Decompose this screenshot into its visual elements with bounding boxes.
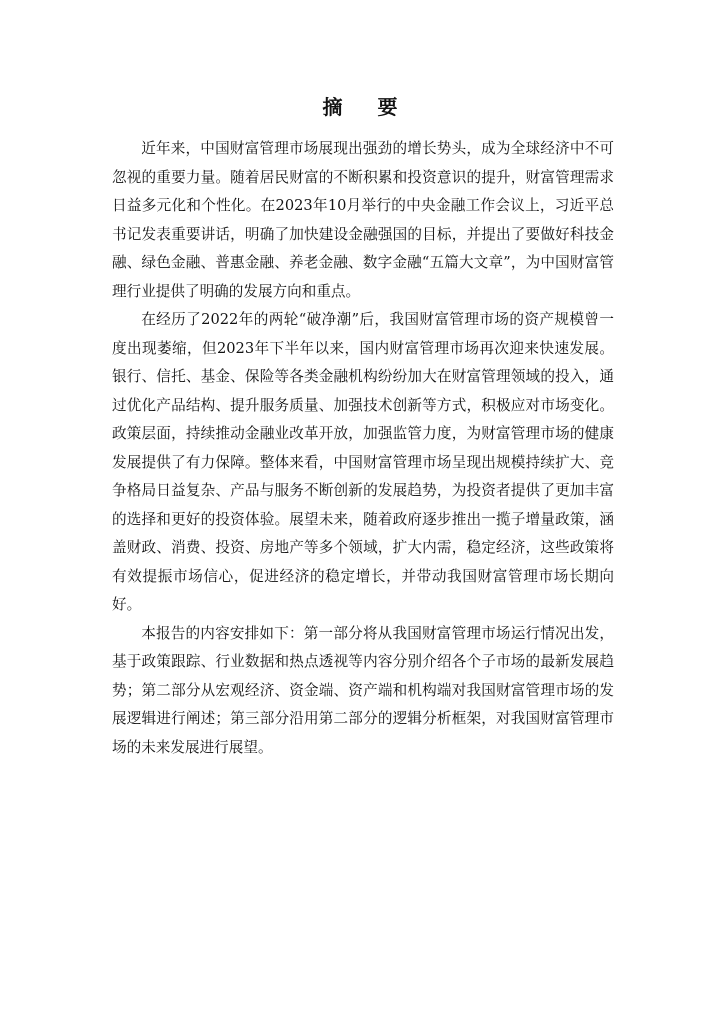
abstract-body: [112, 135, 614, 762]
page-title: 摘 要: [322, 95, 412, 119]
paragraph-2: 在经历了2022年的两轮“破净潮”后，我国财富管理市场的资产规模曾一度出现萎缩，但2023年下半年以来，国内财富管理市场再次迎来快速发展。银行、信托、基金、保险等各类金融机构纷纷加大在财富管理领域的投入，通过优化产品结构、提升服务质量、加强技术创新等方式，积极应对市场变化。政策层面，持续推动金融业改革开放，加强监管力度，为财富管理市场的健康发展提供了有力保障。整体来看，中国财富管理市场呈现出规模持续扩大、竞争格局日益复杂、产品与服务不断创新的发展趋势，为投资者提供了更加丰富的选择和更好的投资体验。展望未来，随着政府逐步推出一揽子增量政策，涵盖财政、消费、投资、房地产等多个领域，扩大内需，稳定经济，这些政策将有效提振市场信心，促进经济的稳定增长，并带动我国财富管理市场长期向好。: [112, 311, 614, 613]
paragraph-3: 本报告的内容安排如下：第一部分将从我国财富管理市场运行情况出发，基于政策跟踪、行业数据和热点透视等内容分别介绍各个子市场的最新发展趋势；第二部分从宏观经济、资金端、资产端和机构端对我国财富管理市场的发展逻辑进行阐述；第三部分沿用第二部分的逻辑分析框架，对我国财富管理市场的未来发展进行展望。: [112, 624, 614, 756]
paragraph-1: 近年来，中国财富管理市场展现出强劲的增长势头，成为全球经济中不可忽视的重要力量。随着居民财富的不断积累和投资意识的提升，财富管理需求日益多元化和个性化。在2023年10月举行的中央金融工作会议上，习近平总书记发表重要讲话，明确了加快建设金融强国的目标，并提出了要做好科技金融、绿色金融、普惠金融、养老金融、数字金融“五篇大文章”，为中国财富管理行业提供了明确的发展方向和重点。: [112, 140, 614, 300]
